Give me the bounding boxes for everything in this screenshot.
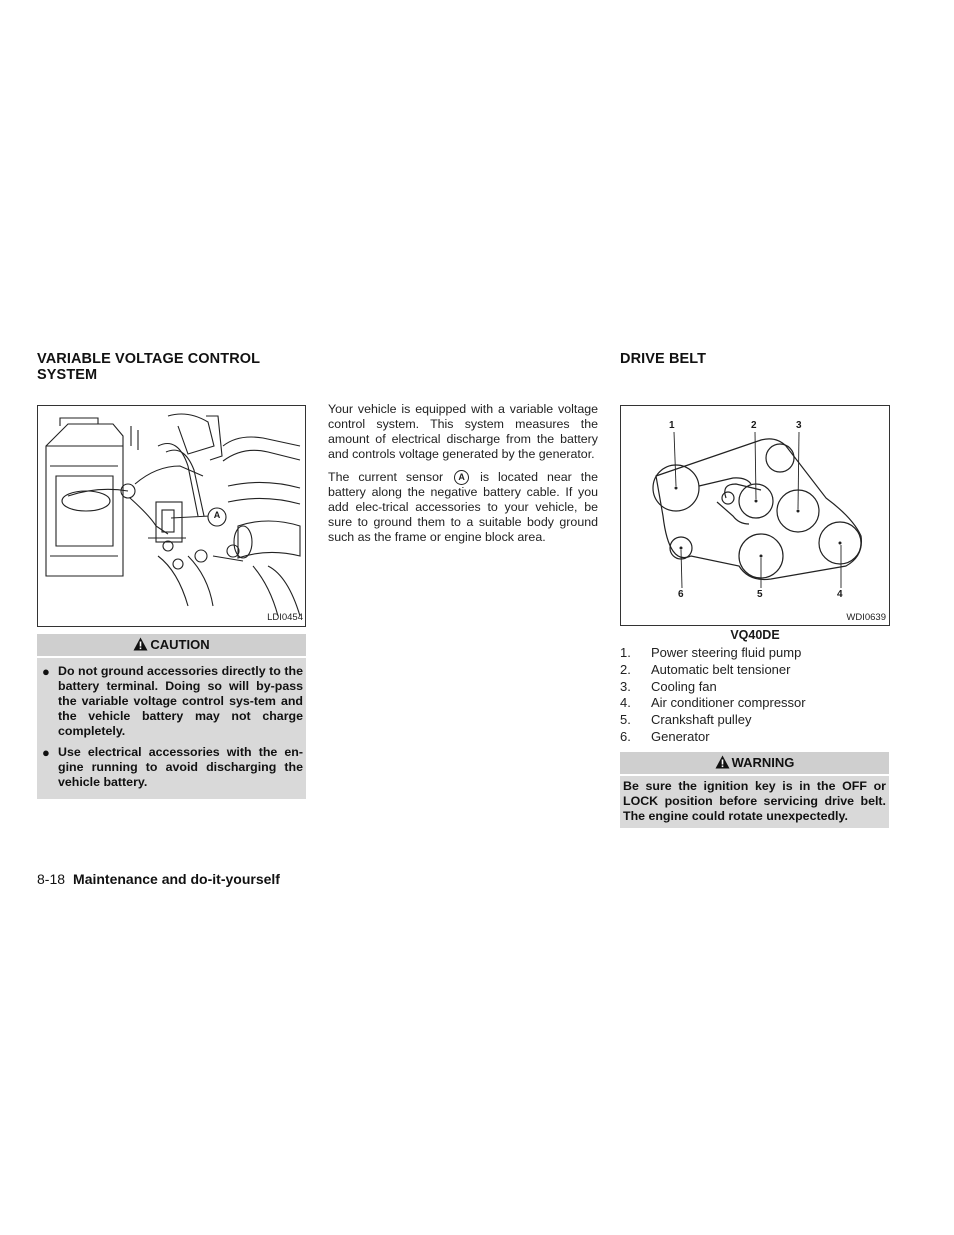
- caution-item: [40, 745, 303, 790]
- list-item: [620, 729, 890, 746]
- bullet-icon: ●: [42, 745, 50, 760]
- caution-box: [37, 634, 306, 799]
- callout-a-label: A: [213, 510, 221, 520]
- warning-box: [620, 752, 889, 828]
- diagram-label-1: 1: [669, 420, 675, 431]
- engine-label: VQ40DE: [730, 628, 780, 642]
- figure-code-ldi0454: LDI0454: [267, 612, 303, 623]
- page-number: 8-18: [37, 871, 66, 887]
- footer-section-name: Maintenance and do-it-yourself: [73, 871, 280, 887]
- diagram-label-3: 3: [796, 420, 802, 431]
- paragraph-2: [328, 470, 598, 545]
- diagram-label-4: 4: [837, 589, 843, 600]
- caution-heading: [37, 634, 306, 656]
- paragraph-1: Your vehicle is equipped with a variable voltage control system. This system measures the amount of electrical discharge from the battery and controls voltage generated by the generator.: [328, 402, 598, 461]
- caution-item-text: Do not ground accessories directly to the battery terminal. Doing so will by-pass the variable voltage control sys-tem and the vehicle battery may not charge completely.: [58, 664, 303, 738]
- list-item: [620, 679, 890, 696]
- list-item-text: Cooling fan: [651, 678, 717, 694]
- list-item: [620, 695, 890, 712]
- caution-item-text: Use electrical accessories with the en-gine running to avoid discharging the vehicle battery.: [58, 745, 303, 789]
- drive-belt-figure: [620, 405, 890, 626]
- diagram-label-5: 5: [757, 589, 763, 600]
- voltage-system-description: [328, 402, 598, 553]
- list-item-number: 5.: [620, 712, 631, 728]
- warning-heading: [620, 752, 889, 774]
- list-item: [620, 645, 890, 662]
- page-footer: [37, 871, 280, 887]
- paragraph-2-start: The current sensor: [328, 470, 444, 484]
- engine-bay-illustration: [38, 406, 305, 626]
- warning-body: Be sure the ignition key is in the OFF or LOCK position before servicing drive belt. The engine could rotate unexpectedly.: [620, 776, 889, 828]
- list-item-number: 6.: [620, 728, 631, 744]
- caution-item: [40, 664, 303, 739]
- list-item-text: Air conditioner compressor: [651, 695, 806, 711]
- caution-heading-text: CAUTION: [150, 637, 210, 652]
- list-item: [620, 712, 890, 729]
- list-item-number: 2.: [620, 661, 631, 677]
- list-item-number: 4.: [620, 695, 631, 711]
- list-item: [620, 662, 890, 679]
- engine-bay-figure: [37, 405, 306, 627]
- title-line-2: SYSTEM: [37, 367, 98, 383]
- title-line-1: VARIABLE VOLTAGE CONTROL: [37, 351, 261, 367]
- caution-body: [37, 658, 306, 799]
- warning-heading-text: WARNING: [731, 755, 795, 770]
- bullet-icon: ●: [42, 664, 50, 679]
- list-item-number: 3.: [620, 678, 631, 694]
- sensor-a-marker: A: [454, 470, 469, 485]
- drive-belt-parts-list: [620, 645, 890, 746]
- list-item-text: Power steering fluid pump: [651, 645, 802, 660]
- list-item-text: Automatic belt tensioner: [651, 661, 791, 677]
- list-item-text: Generator: [651, 728, 710, 744]
- list-item-text: Crankshaft pulley: [651, 712, 752, 728]
- warning-triangle-icon: [133, 637, 148, 651]
- caution-list: [37, 658, 306, 799]
- warning-triangle-icon: [715, 755, 730, 769]
- figure-code-wdi0639: WDI0639: [846, 612, 886, 623]
- section-title-drive-belt: DRIVE BELT: [620, 351, 707, 367]
- diagram-label-2: 2: [751, 420, 757, 431]
- drive-belt-diagram: [621, 406, 889, 625]
- paragraph-2-end: is located near the battery along the negative battery cable. If you add elec-trical accessories to your vehicle, be sure to ground them to a suitable body ground such as the frame or engine block area.: [328, 470, 598, 544]
- list-item-number: 1.: [620, 645, 631, 660]
- diagram-label-6: 6: [678, 589, 684, 600]
- section-title-variable-voltage: [37, 351, 307, 383]
